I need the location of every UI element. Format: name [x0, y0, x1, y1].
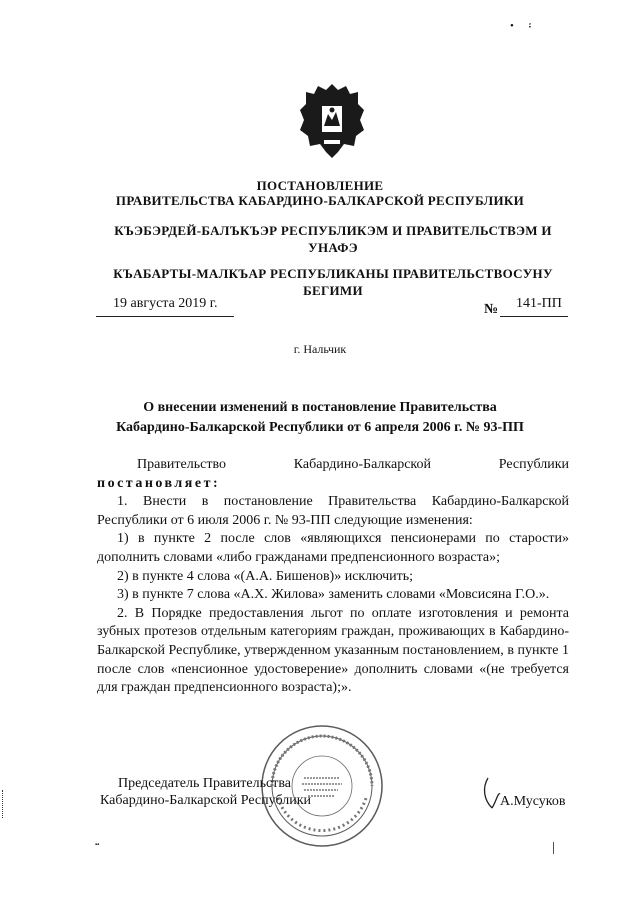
scan-marks: • ፡	[510, 20, 538, 32]
coat-of-arms-emblem	[296, 80, 368, 162]
document-date: 19 августа 2019 г.	[113, 296, 218, 311]
issuer-russian: ПРАВИТЕЛЬСТВА КАБАРДИНО-БАЛКАРСКОЙ РЕСПУБЛИКИ	[115, 193, 525, 208]
preamble-verb	[97, 475, 569, 494]
document-type: ПОСТАНОВЛЕНИЕ	[256, 178, 384, 193]
preamble-line: Правительство Кабардино-Балкарской Республики	[137, 457, 569, 472]
date-underline	[96, 316, 234, 317]
issuer-kabardian: КЪЭБЭРДЕЙ-БАЛЪКЪЭР РЕСПУБЛИКЭМ И ПРАВИТЕЛЬСТВЭМ И УНАФЭ	[114, 223, 552, 255]
number-underline	[500, 316, 568, 317]
document-body	[97, 456, 569, 698]
preamble-keyword: постановляет:	[97, 475, 221, 491]
footer-mark: ▪▪	[95, 842, 100, 848]
document-number: 141-ПП	[516, 296, 562, 311]
document-title	[80, 398, 560, 438]
paragraph-1-item-2: 2) в пункте 4 слова «(А.А. Бишенов)» исключить;	[117, 568, 414, 584]
document-city: г. Нальчик	[293, 342, 347, 356]
signatory-role-line-1: Председатель Правительства	[118, 776, 291, 791]
signatory-role-line-2: Кабардино-Балкарской Республики	[100, 793, 311, 808]
scan-edge-mark-right	[553, 842, 555, 854]
number-sign: №	[484, 302, 499, 317]
title-line-2: Кабардино-Балкарской Республики от 6 апреля 2006 г. № 93-ПП	[116, 420, 524, 435]
scan-edge-mark	[2, 790, 6, 818]
title-line-1: О внесении изменений в постановление Правительства	[143, 400, 497, 415]
issuer-karachay-balkar: КЪАБАРТЫ-МАЛКЪАР РЕСПУБЛИКАНЫ ПРАВИТЕЛЬСТВОСУНУ БЕГИМИ	[113, 266, 553, 298]
paragraph-1: 1. Внести в постановление Правительства Кабардино-Балкарской Республики от 6 июля 2006 г. № 93-ПП следующие изменения:	[97, 494, 569, 528]
signatory-name: А.Мусуков	[500, 794, 566, 809]
paragraph-2: 2. В Порядке предоставления льгот по оплате изготовления и ремонта зубных протезов отдельным категориям граждан, проживающих в Кабардино-Балкарской Республике, утвержденном указанным постановлением, в пункте 1 после слов «пенсионное удостоверение» дополнить словами «(не требуется для граждан предпенсионного возраста);».	[97, 605, 569, 696]
paragraph-1-item-3: 3) в пункте 7 слова «А.Х. Жилова» заменить словами «Мовсисяна Г.О.».	[117, 587, 550, 603]
paragraph-1-item-1: 1) в пункте 2 после слов «являющихся пенсионерами по старости» дополнить словами «либо гражданами предпенсионного возраста»;	[97, 531, 569, 565]
